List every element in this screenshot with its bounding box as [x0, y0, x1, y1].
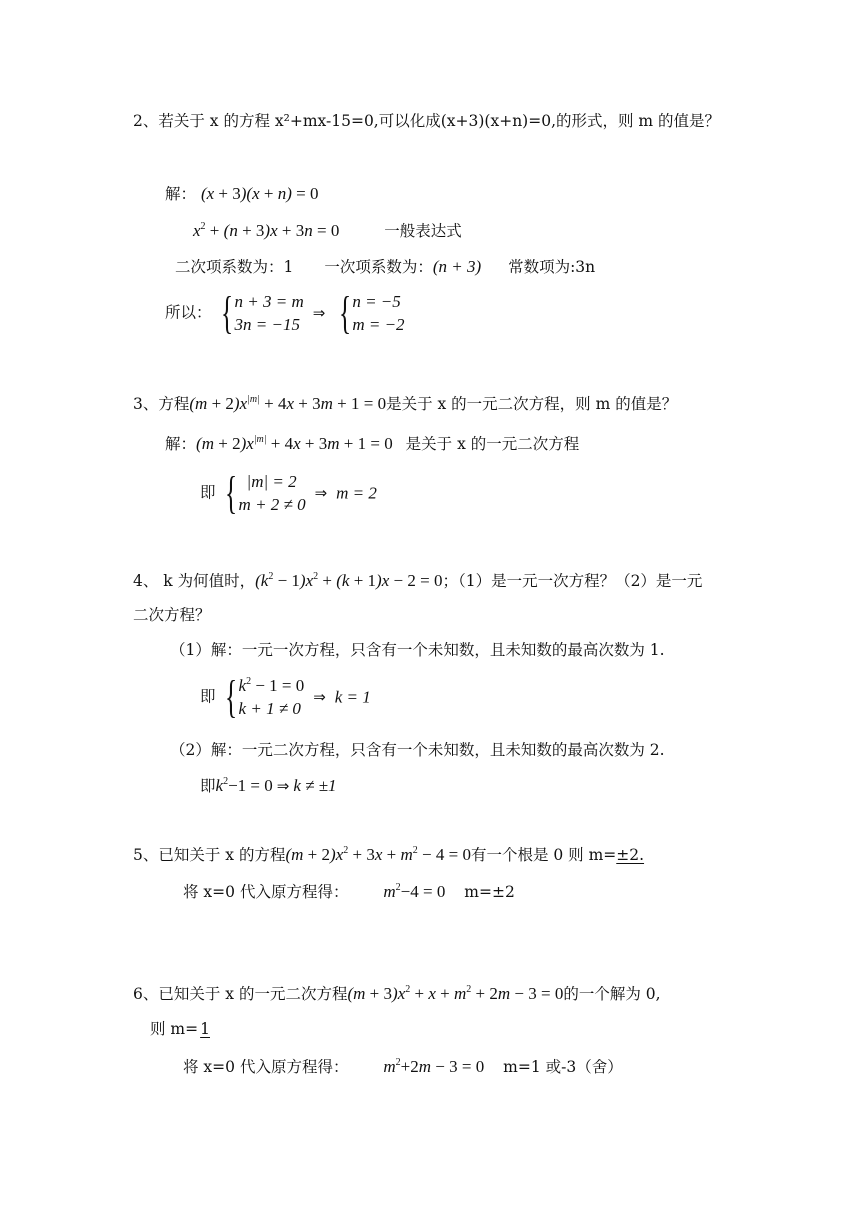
q4-part2: （2）解：一元二次方程，只含有一个未知数，且未知数的最高次数为 2. — [170, 741, 665, 759]
q6-number: 6、已知关于 x 的一元二次方程 — [133, 985, 348, 1003]
q3-number: 3、方程 — [133, 395, 190, 413]
q2-so-label: 所以： — [165, 303, 212, 322]
q5-substitution — [183, 883, 515, 901]
q5-question-tail: 有一个根是 0 则 m= — [470, 846, 617, 864]
q5-sub-label: 将 x=0 代入原方程得： — [183, 883, 349, 901]
q5-sub-result: m=±2 — [464, 883, 515, 901]
q3-question — [133, 395, 677, 413]
q6-sub-result: m=1 或-3（舍） — [503, 1058, 623, 1076]
q3-system-line — [200, 467, 377, 518]
q2-coef1-value: (n + 3) — [432, 257, 482, 276]
q4-system-line — [200, 671, 371, 722]
implies-arrow: ⇒ — [314, 483, 328, 502]
q2-solution-line2 — [193, 222, 462, 240]
implies-arrow: ⇒ — [313, 687, 326, 706]
q2-system-line — [165, 287, 405, 338]
q4-result1: k = 1 — [334, 687, 371, 707]
q6-answer-label: 则 m= — [150, 1020, 199, 1038]
q4-part1: （1）解：一元一次方程，只含有一个未知数，且未知数的最高次数为 1. — [170, 641, 665, 659]
q3-sol-equation: $(m + 2)x^{|m|} + 4x + 3m + 1 = 0$ — [196, 434, 393, 453]
q2-coef2: 二次项系数为：1 — [175, 258, 294, 276]
solution-label: 解： — [165, 185, 197, 203]
q2-sys1-row2: 3n = −15 — [234, 315, 300, 334]
q5-number: 5、已知关于 x 的方程 — [133, 846, 286, 864]
q2-solution-line1 — [165, 185, 319, 203]
q2-sys1-row1: n + 3 = m — [234, 292, 304, 311]
q2-coef1-label: 一次项系数为： — [324, 258, 433, 276]
q2-coefficients-line — [175, 258, 595, 276]
q3-sol-tail: 是关于 x 的一元二次方程 — [405, 435, 580, 453]
q4-sys-row2: k + 1 ≠ 0 — [238, 699, 301, 718]
implies-arrow: ⇒ — [312, 303, 326, 322]
q4-equation: $(k^2 - 1)x^2 + (k + 1)x - 2 = 0$ — [255, 571, 443, 590]
q3-sys-row2: m + 2 ≠ 0 — [238, 495, 306, 514]
q6-substitution — [183, 1058, 623, 1076]
q3-sys-row1: |m| = 2 — [246, 472, 297, 491]
q6-question-line2 — [150, 1022, 218, 1038]
ji-label: 即 — [200, 687, 216, 706]
q6-question-line1 — [133, 985, 661, 1003]
q3-question-tail: 是关于 x 的一元二次方程，则 m 的值是？ — [386, 395, 678, 413]
q2-factored-equation: (x + 3)(x + n) = 0 — [200, 184, 319, 203]
solution-label: 解： — [165, 435, 197, 453]
q6-sub-equation: $m^2+2m - 3 = 0$ — [383, 1057, 485, 1076]
q4-number: 4、 k 为何值时， — [133, 572, 256, 590]
q2-expanded-equation: $x^2 + (n + 3)x + 3n = 0$ — [193, 221, 340, 240]
q4-question-tail: ；（1）是一元一次方程？（2）是一元 — [442, 572, 703, 590]
q3-equation: $(m + 2)x^{|m|} + 4x + 3m + 1 = 0$ — [189, 394, 387, 413]
q5-question — [133, 846, 658, 864]
q2-sys2-row1: n = −5 — [352, 292, 401, 311]
q5-sub-equation: $m^2-4 = 0$ — [383, 882, 446, 901]
q4-result2-line — [200, 777, 337, 795]
q6-answer: 1 — [200, 1020, 210, 1038]
q6-question-tail: 的一个解为 0, — [563, 985, 661, 1003]
ji-label: 即 — [200, 483, 216, 502]
ji-label: 即 — [200, 777, 216, 795]
q6-equation: $(m + 3)x^2 + x + m^2 + 2m - 3 = 0$ — [347, 984, 564, 1003]
q4-question-line1 — [133, 572, 702, 590]
q2-sys2-row2: m = −2 — [352, 315, 405, 334]
q5-answer: ±2. — [616, 846, 645, 864]
q4-system: { $k^2 - 1 = 0$ k + 1 ≠ 0 — [225, 671, 305, 722]
q3-result: m = 2 — [336, 483, 377, 503]
q3-solution-line — [165, 435, 579, 453]
q2-question: 2、若关于 x 的方程 x²+mx-15=0,可以化成(x+3)(x+n)=0,的形式，则 m 的值是？ — [133, 112, 721, 130]
implies-arrow: ⇒ — [276, 777, 290, 795]
q2-system-left: { n + 3 = m 3n = −15 — [221, 287, 304, 338]
q5-equation: $(m + 2)x^2 + 3x + m^2 - 4 = 0$ — [285, 845, 471, 864]
q4-ji2-equation: $k^2-1 = 0$ — [215, 776, 273, 795]
q2-system-right: { n = −5 m = −2 — [339, 287, 405, 338]
q2-const: 常数项为:3n — [508, 258, 596, 276]
q4-question-line2: 二次方程？ — [133, 606, 211, 624]
q4-sys-row1: $k^2 - 1 = 0$ — [238, 676, 305, 695]
q6-sub-label: 将 x=0 代入原方程得： — [183, 1058, 349, 1076]
q2-general-form-label: 一般表达式 — [384, 222, 462, 240]
q4-result2: k ≠ ±1 — [293, 776, 337, 795]
q3-system: { |m| = 2 m + 2 ≠ 0 — [225, 467, 306, 518]
